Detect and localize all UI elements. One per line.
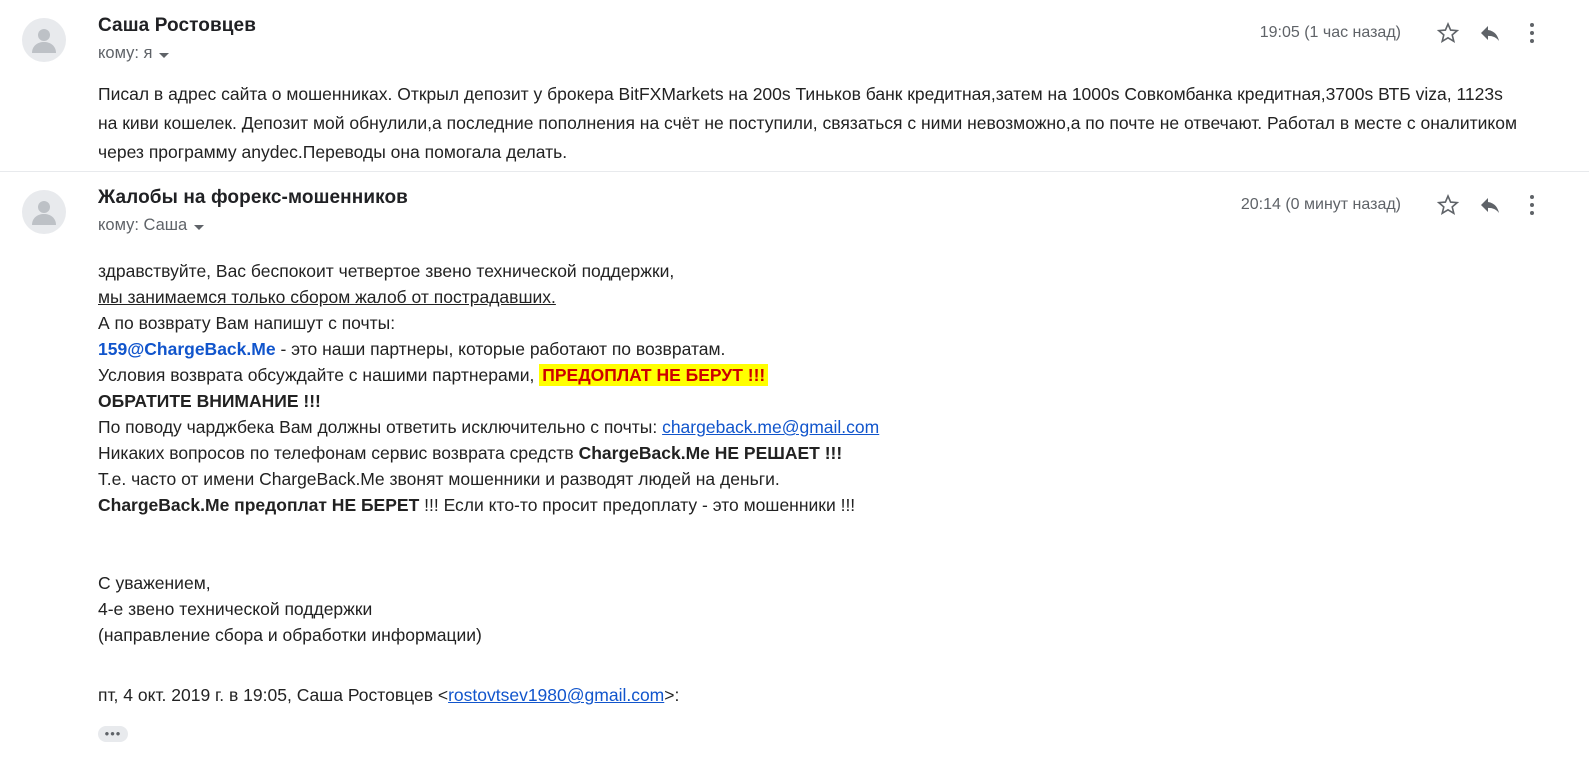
blank-line [98,544,1549,570]
recipient-label: кому: Саша [98,216,188,234]
message-1-container [0,0,1589,171]
show-trimmed-content-button[interactable]: ••• [98,726,128,742]
chevron-down-icon [159,53,169,58]
scope-line: мы занимаемся только сбором жалоб от пострадавших. [98,287,556,307]
email-message-1 [0,0,1589,171]
person-avatar-icon [31,26,57,54]
message-1-header-left [98,14,1260,64]
more-options-icon[interactable] [1515,188,1549,222]
recipient-label: кому: я [98,44,153,62]
partner-email-line [98,336,1549,362]
chargeback-email-link[interactable]: chargeback.me@gmail.com [662,417,880,437]
reply-icon[interactable] [1473,16,1507,50]
quoted-suffix: >: [664,685,680,705]
signature-dept-line: (направление сбора и обработки информации) [98,625,482,645]
recipient-line[interactable] [98,214,204,236]
greeting-line: здравствуйте, Вас беспокоит четвертое звено технической поддержки, [98,261,675,281]
no-phone-line [98,440,1549,466]
message-timestamp: 20:14 (0 минут назад) [1240,196,1401,213]
no-prepayment-bold: ChargeBack.Me предоплат НЕ БЕРЕТ [98,495,420,515]
no-phone-text: Никаких вопросов по телефонам сервис возврата средств [98,443,579,463]
attention-line: ОБРАТИТЕ ВНИМАНИЕ !!! [98,391,321,411]
star-icon[interactable] [1431,188,1465,222]
message-1-header-right [1260,16,1549,50]
partner-email-rest: - это наши партнеры, которые работают по возвратам. [275,339,726,359]
reply-icon[interactable] [1473,188,1507,222]
sender-name: Саша Ростовцев [98,15,256,36]
message-2-body [66,186,1549,743]
message-1-header [98,14,1549,64]
avatar[interactable] [22,190,66,234]
partner-email-link[interactable]: 159@ChargeBack.Me [98,339,276,359]
chargeback-email-text: По поводу чарджбека Вам должны ответить исключительно с почты: [98,417,663,437]
message-2-container [0,172,1589,747]
no-prepayment-highlight: ПРЕДОПЛАТ НЕ БЕРУТ !!! [539,364,768,386]
message-2-header-right [1241,188,1549,222]
conditions-line [98,362,1549,388]
quoted-sender-email-link[interactable]: rostovtsev1980@gmail.com [448,685,665,705]
quoted-prefix: пт, 4 окт. 2019 г. в 19:05, Саша Ростовцев < [98,685,449,705]
blank-line [98,518,1549,544]
recipient-line[interactable] [98,42,169,64]
signoff-line: С уважением, [98,573,211,593]
scam-warning-line: Т.е. часто от имени ChargeBack.Me звонят мошенники и разводят людей на деньги. [98,469,780,489]
email-message-2 [0,172,1589,747]
message-2-text [98,258,1549,648]
person-avatar-icon [31,198,57,226]
quoted-header [98,682,1549,708]
signature-role-line: 4-е звено технической поддержки [98,599,373,619]
message-2-header-left [98,186,1241,236]
no-prepayment-line [98,492,1549,518]
no-prepayment-rest: !!! Если кто-то просит предоплату - это мошенники !!! [419,495,856,515]
message-1-text [98,80,1523,167]
avatar[interactable] [22,18,66,62]
refund-intro-line: А по возврату Вам напишут с почты: [98,313,396,333]
sender-name: Жалобы на форекс-мошенников [98,187,408,208]
conditions-text: Условия возврата обсуждайте с нашими партнерами, [98,365,540,385]
message-1-paragraph: Писал в адрес сайта о мошенниках. Открыл депозит у брокера BitFXMarkets на 200s Тиньков банк кредитная,затем на 1000s Совкомбанка кредитная,3700s ВТБ viza, 1123s на киви кошелек. Депозит мой обнулили,а последние пополнения на счёт не поступили, связаться с ними невозможно,а по почте не отвечают. Работал в месте с оналитиком через программу anydec.Переводы она помогала делать. [98,84,1518,162]
star-icon[interactable] [1431,16,1465,50]
chargeback-email-line [98,414,1549,440]
message-1-body [66,14,1549,167]
chevron-down-icon [194,225,204,230]
more-options-icon[interactable] [1515,16,1549,50]
message-timestamp: 19:05 (1 час назад) [1259,24,1401,41]
message-2-header [98,186,1549,236]
no-phone-bold: ChargeBack.Me НЕ РЕШАЕТ !!! [578,443,843,463]
